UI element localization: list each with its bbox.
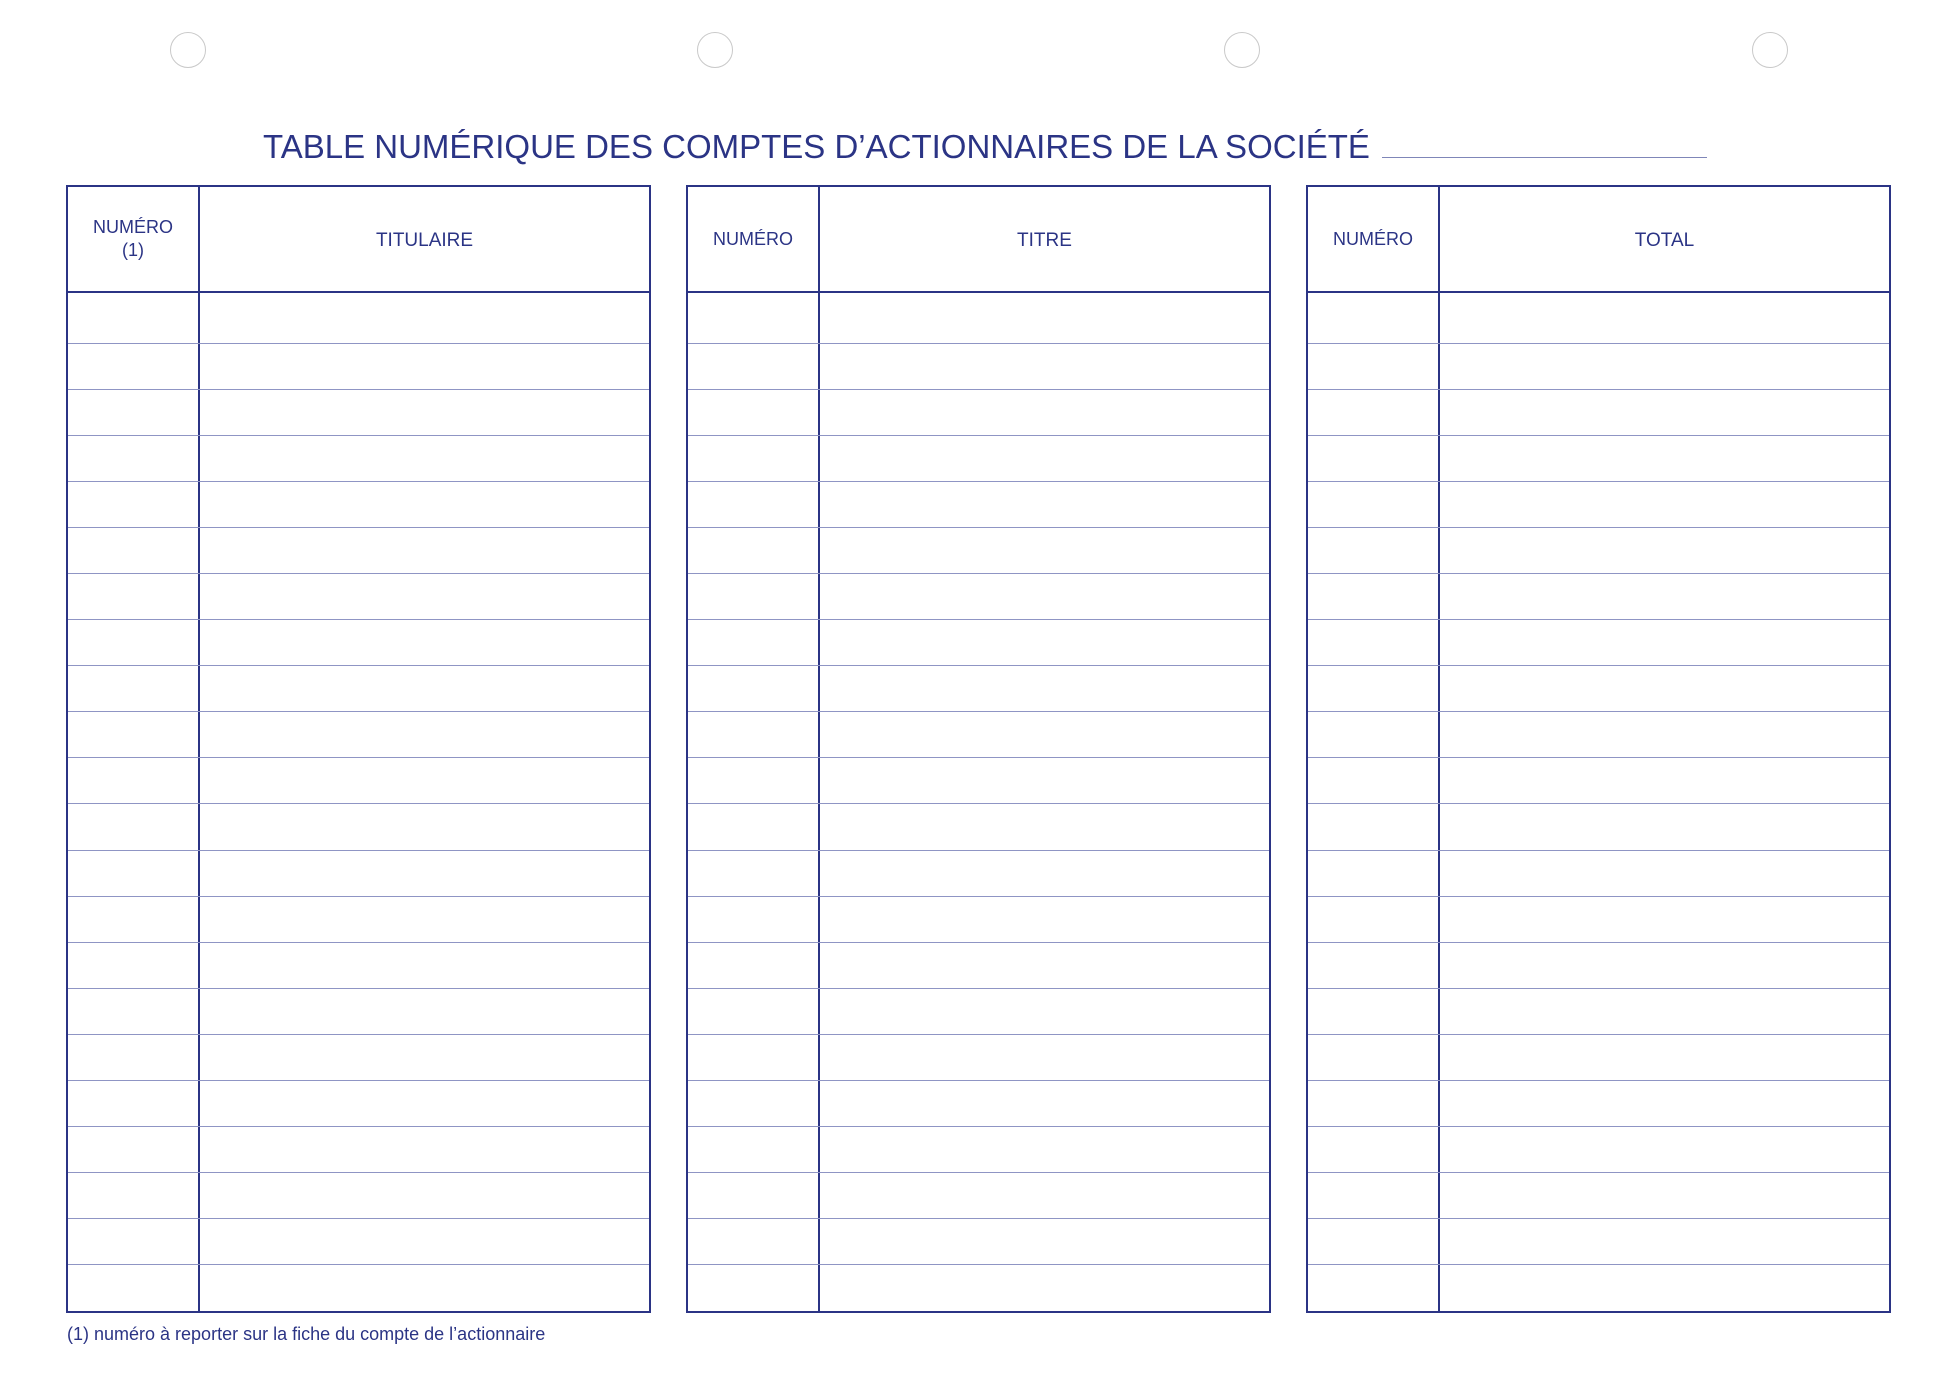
page-title [263, 118, 1707, 166]
row-rule [1308, 573, 1889, 574]
total-header: TOTAL [1634, 230, 1695, 251]
register-panel-titre [686, 185, 1271, 1313]
row-rule [68, 711, 649, 712]
punch-hole [697, 32, 733, 68]
row-rule [688, 1126, 1269, 1127]
row-rule [688, 389, 1269, 390]
row-rule [1308, 527, 1889, 528]
register-panel-titulaire [66, 185, 651, 1313]
row-rule [688, 1034, 1269, 1035]
footnote: (1) numéro à reporter sur la fiche du compte de l’actionnaire [67, 1324, 546, 1344]
row-rule [688, 1172, 1269, 1173]
column-divider [198, 187, 200, 1311]
numero-header-note: (1) [122, 240, 144, 260]
numero-header-label: NUMÉRO [1333, 228, 1413, 249]
company-name-blank[interactable] [1382, 156, 1707, 158]
register-panel-total [1306, 185, 1891, 1313]
row-rule [688, 1218, 1269, 1219]
row-rule [688, 896, 1269, 897]
column-divider [818, 187, 820, 1311]
row-rule [688, 573, 1269, 574]
row-rule [688, 850, 1269, 851]
row-rule [688, 757, 1269, 758]
numero-header [688, 187, 818, 291]
row-rule [688, 527, 1269, 528]
row-rule [68, 1034, 649, 1035]
row-rule [688, 343, 1269, 344]
row-rule [1308, 757, 1889, 758]
row-rule [688, 803, 1269, 804]
row-rule [1308, 343, 1889, 344]
row-rule [1308, 942, 1889, 943]
row-rule [68, 481, 649, 482]
row-rule [68, 1172, 649, 1173]
row-rule [688, 665, 1269, 666]
punch-hole [170, 32, 206, 68]
row-rule [688, 435, 1269, 436]
row-rule [68, 527, 649, 528]
row-rule [1308, 665, 1889, 666]
row-rule [1308, 850, 1889, 851]
numero-header [1308, 187, 1438, 291]
numero-header [68, 187, 198, 291]
row-rule [1308, 1034, 1889, 1035]
row-rule [68, 757, 649, 758]
row-rule [688, 988, 1269, 989]
row-rule [688, 711, 1269, 712]
header-divider [688, 291, 1269, 293]
row-rule [68, 665, 649, 666]
row-rule [68, 435, 649, 436]
header-divider [1308, 291, 1889, 293]
row-rule [68, 619, 649, 620]
row-rule [688, 619, 1269, 620]
row-rule [68, 573, 649, 574]
row-rule [68, 389, 649, 390]
row-rule [68, 850, 649, 851]
column-divider [1438, 187, 1440, 1311]
row-rule [1308, 988, 1889, 989]
title-text: TABLE NUMÉRIQUE DES COMPTES D’ACTIONNAIRES DE LA SOCIÉTÉ [263, 128, 1370, 165]
row-rule [1308, 896, 1889, 897]
row-rule [688, 942, 1269, 943]
row-rule [1308, 435, 1889, 436]
row-rule [68, 896, 649, 897]
row-rule [68, 803, 649, 804]
row-rule [688, 1264, 1269, 1265]
row-rule [1308, 619, 1889, 620]
row-rule [68, 1264, 649, 1265]
row-rule [68, 1080, 649, 1081]
row-rule [1308, 1126, 1889, 1127]
row-rule [1308, 1264, 1889, 1265]
row-rule [1308, 389, 1889, 390]
row-rule [68, 343, 649, 344]
titulaire-header: TITULAIRE [375, 230, 474, 251]
numero-header-label: NUMÉRO [93, 217, 173, 237]
row-rule [1308, 803, 1889, 804]
punch-hole [1224, 32, 1260, 68]
header-divider [68, 291, 649, 293]
numero-header-label: NUMÉRO [713, 228, 793, 249]
row-rule [68, 1126, 649, 1127]
titre-header: TITRE [1017, 230, 1072, 251]
row-rule [688, 481, 1269, 482]
row-rule [1308, 1080, 1889, 1081]
row-rule [1308, 1172, 1889, 1173]
row-rule [68, 988, 649, 989]
row-rule [68, 942, 649, 943]
row-rule [68, 1218, 649, 1219]
row-rule [1308, 1218, 1889, 1219]
row-rule [1308, 711, 1889, 712]
row-rule [688, 1080, 1269, 1081]
row-rule [1308, 481, 1889, 482]
punch-hole [1752, 32, 1788, 68]
